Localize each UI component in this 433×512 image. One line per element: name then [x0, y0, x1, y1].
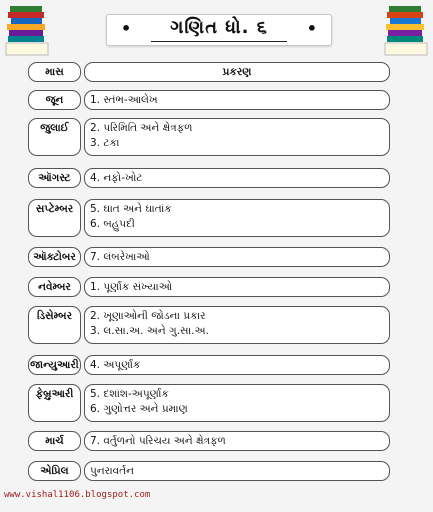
- topic-cell: [84, 461, 390, 481]
- month-cell: [28, 384, 81, 422]
- table-row: [0, 461, 433, 481]
- month-cell: [28, 199, 81, 237]
- footer-url: www.vishal1106.blogspot.com: [4, 490, 151, 500]
- topic-cell: [84, 431, 390, 451]
- table-row: [0, 306, 433, 344]
- table-row: [0, 384, 433, 422]
- header-topic-label: પ્રકરણ: [222, 66, 252, 78]
- title-underline: [151, 41, 287, 42]
- month-label: ઑક્ટોબર: [33, 251, 76, 263]
- topic-item: 6. બહુપદી: [90, 218, 135, 230]
- month-label: ડિસેમ્બર: [36, 310, 73, 322]
- month-label: ઑગસ્ટ: [38, 172, 71, 184]
- title-box: [106, 14, 332, 46]
- table-row: [0, 118, 433, 156]
- topic-cell: [84, 277, 390, 297]
- month-label: માર્ચ: [45, 435, 64, 447]
- book-stack-icon: [4, 2, 50, 58]
- table-row: [0, 277, 433, 297]
- header-month-cell: [28, 62, 81, 82]
- page-title: ગણિત ધો. ૬: [170, 17, 268, 38]
- month-label: એપ્રિલ: [40, 465, 69, 477]
- month-label: જૂન: [45, 94, 64, 106]
- topic-item: 7. લંબરેખાઓ: [90, 251, 150, 263]
- topic-item: 1. સ્તંભ-આલેખ: [90, 94, 158, 106]
- table-row: [0, 247, 433, 267]
- page-header: [0, 0, 433, 60]
- month-label: જુલાઈ: [40, 122, 69, 134]
- topic-cell: [84, 355, 390, 375]
- topic-item: 1. પૂર્ણાંક સંખ્યાઓ: [90, 281, 173, 293]
- table-row: [0, 199, 433, 237]
- month-cell: [28, 355, 81, 375]
- topic-cell: [84, 384, 390, 422]
- table-row: [0, 431, 433, 451]
- month-cell: [28, 118, 81, 156]
- month-cell: [28, 247, 81, 267]
- topic-item: 2. ખૂણાઓની જોડના પ્રકાર: [90, 310, 206, 322]
- month-cell: [28, 277, 81, 297]
- topic-cell: [84, 90, 390, 110]
- topic-item: 6. ગુણોત્તર અને પ્રમાણ: [90, 403, 188, 415]
- table-header-row: [0, 62, 433, 82]
- table-row: [0, 90, 433, 110]
- table-row: [0, 355, 433, 375]
- topic-item: 5. ઘાત અને ઘાતાંક: [90, 203, 172, 215]
- month-cell: [28, 461, 81, 481]
- header-month-label: માસ: [45, 66, 64, 78]
- topic-item: 3. ટકા: [90, 137, 120, 149]
- book-stack-icon: [383, 2, 429, 58]
- topic-item: 2. પરિમિતિ અને ક્ષેત્રફળ: [90, 122, 193, 134]
- topic-item: પુનરાવર્તન: [90, 465, 134, 477]
- month-cell: [28, 168, 81, 188]
- topic-item: 4. અપૂર્ણાંક: [90, 359, 141, 371]
- header-topic-cell: [84, 62, 390, 82]
- topic-item: 3. લ.સા.અ. અને ગુ.સા.અ.: [90, 325, 209, 337]
- topic-cell: [84, 118, 390, 156]
- month-label: જાન્યુઆરી: [30, 359, 79, 371]
- topic-item: 4. નફો-ખોટ: [90, 172, 143, 184]
- month-cell: [28, 306, 81, 344]
- month-cell: [28, 431, 81, 451]
- table-row: [0, 168, 433, 188]
- title-bullet-right: •: [306, 19, 317, 38]
- topic-cell: [84, 199, 390, 237]
- topic-item: 5. દશાંશ-અપૂર્ણાંક: [90, 388, 169, 400]
- month-label: ફેબ્રુઆરી: [35, 388, 74, 400]
- month-cell: [28, 90, 81, 110]
- topic-cell: [84, 306, 390, 344]
- topic-item: 7. વર્તુળનો પરિચય અને ક્ષેત્રફળ: [90, 435, 226, 447]
- month-label: નવેમ્બર: [38, 281, 71, 293]
- topic-cell: [84, 168, 390, 188]
- topic-cell: [84, 247, 390, 267]
- title-bullet-left: •: [121, 19, 132, 38]
- month-label: સપ્ટેમ્બર: [35, 203, 74, 215]
